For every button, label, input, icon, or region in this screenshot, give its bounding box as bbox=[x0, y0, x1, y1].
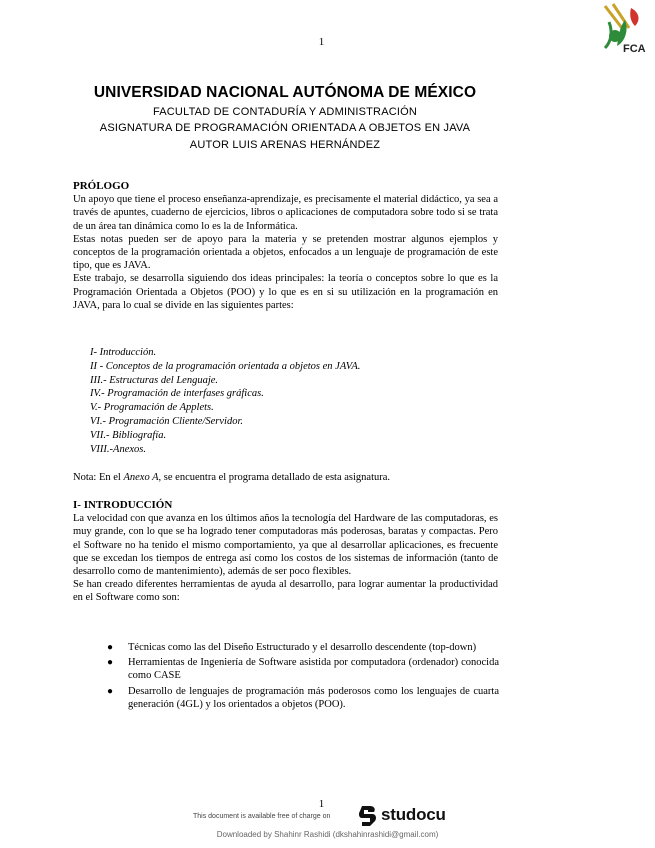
svg-text:FCA: FCA bbox=[623, 43, 646, 55]
bullet-icon: ● bbox=[107, 685, 114, 697]
list-item bbox=[107, 656, 499, 682]
bullet-text: Técnicas como las del Diseño Estructurado y el desarrollo descendente (top-down) bbox=[128, 642, 477, 653]
note-line bbox=[73, 471, 498, 484]
prologo-section bbox=[73, 180, 498, 312]
availability-notice: This document is available free of charge on bbox=[193, 813, 331, 820]
download-attribution: Downloaded by Shahinr Rashidi (dkshahinrashidi@gmail.com) bbox=[216, 830, 439, 839]
list-item bbox=[107, 641, 499, 654]
prologo-paragraph-3: Este trabajo, se desarrolla siguiendo dos ideas principales: la teoría o conceptos sobre lo que es la Programación Orientada a Objetos (POO) y lo que es en si su utilización en la programación en JAVA, para lo cual se divide en las siguientes partes: bbox=[73, 273, 498, 311]
note-suffix: , se encuentra el programa detallado de esta asignatura. bbox=[158, 472, 391, 483]
bullet-icon: ● bbox=[107, 657, 114, 669]
author-line: AUTOR LUIS ARENAS HERNÁNDEZ bbox=[189, 139, 381, 151]
subject-title: ASIGNATURA DE PROGRAMACIÓN ORIENTADA A OBJETOS EN JAVA bbox=[99, 122, 471, 134]
intro-section bbox=[73, 499, 498, 605]
list-item bbox=[107, 685, 499, 711]
studocu-logo-icon bbox=[358, 804, 378, 826]
studocu-brand[interactable] bbox=[358, 804, 446, 826]
page-number-top: 1 bbox=[318, 36, 325, 48]
prologo-paragraph-1: Un apoyo que tiene el proceso enseñanza-aprendizaje, es precisamente el material didáctico, ya sea a través de apuntes, cuaderno de ejercicios, libros o aplicaciones de computadora sobre todo si se trata de un área tan dinámica como lo es la de Informática. bbox=[73, 194, 498, 232]
toc-item: VI.- Programación Cliente/Servidor. bbox=[90, 415, 244, 427]
toc-item: II - Conceptos de la programación orientada a objetos en JAVA. bbox=[90, 360, 361, 372]
intro-paragraph-1: La velocidad con que avanza en los últimos años la tecnología del Hardware de las computadoras, es muy grande, con lo que se ha logrado tener computadoras más poderosas, baratas y compactas. Pero el Software no ha tenido el mismo comportamiento, ya que al desarrollar aplicaciones, es frecuente que se excedan los tiempos de entrega así como los costos de los sistemas de información (tanto de desarrollo como de mantenimiento), además de ser poco flexibles. bbox=[73, 513, 498, 578]
fca-faculty-logo-icon bbox=[595, 2, 649, 56]
toc-item: V.- Programación de Applets. bbox=[90, 402, 214, 414]
toc-item: VII.- Bibliografía. bbox=[90, 429, 167, 441]
prologo-heading: PRÓLOGO bbox=[73, 180, 130, 192]
bullet-text: Desarrollo de lenguajes de programación más poderosos como los lenguajes de cuarta generación (4GL) y los orientados a objetos (POO). bbox=[128, 685, 499, 710]
page-number-bottom: 1 bbox=[318, 798, 325, 810]
intro-heading: I- INTRODUCCIÓN bbox=[73, 499, 173, 511]
toc-item: IV.- Programación de interfases gráficas. bbox=[90, 388, 264, 400]
intro-paragraph-2: Se han creado diferentes herramientas de ayuda al desarrollo, para lograr aumentar la productividad en el Software como son: bbox=[73, 579, 498, 604]
bullet-text: Herramientas de Ingeniería de Software asistida por computadora (ordenador) conocida como CASE bbox=[128, 657, 499, 682]
table-of-contents bbox=[90, 346, 360, 456]
toc-item: I- Introducción. bbox=[90, 347, 157, 358]
note-prefix: Nota: En el bbox=[73, 472, 124, 483]
intro-bullet-list bbox=[107, 641, 499, 713]
studocu-wordmark: studocu bbox=[381, 805, 446, 824]
prologo-paragraph-2: Estas notas pueden ser de apoyo para la materia y se pretenden mostrar algunos ejemplos y conceptos de la programación orientada a objetos, enfocados a un lenguaje de programación de este tipo, que es JAVA. bbox=[73, 233, 498, 272]
note-annex-ref: Anexo A bbox=[123, 472, 159, 483]
toc-item: VIII.-Anexos. bbox=[90, 443, 146, 455]
university-title: UNIVERSIDAD NACIONAL AUTÓNOMA DE MÉXICO bbox=[93, 84, 477, 101]
faculty-title: FACULTAD DE CONTADURÍA Y ADMINISTRACIÓN bbox=[152, 106, 418, 118]
bullet-icon: ● bbox=[107, 642, 114, 653]
toc-item: III.- Estructuras del Lenguaje. bbox=[90, 374, 219, 386]
